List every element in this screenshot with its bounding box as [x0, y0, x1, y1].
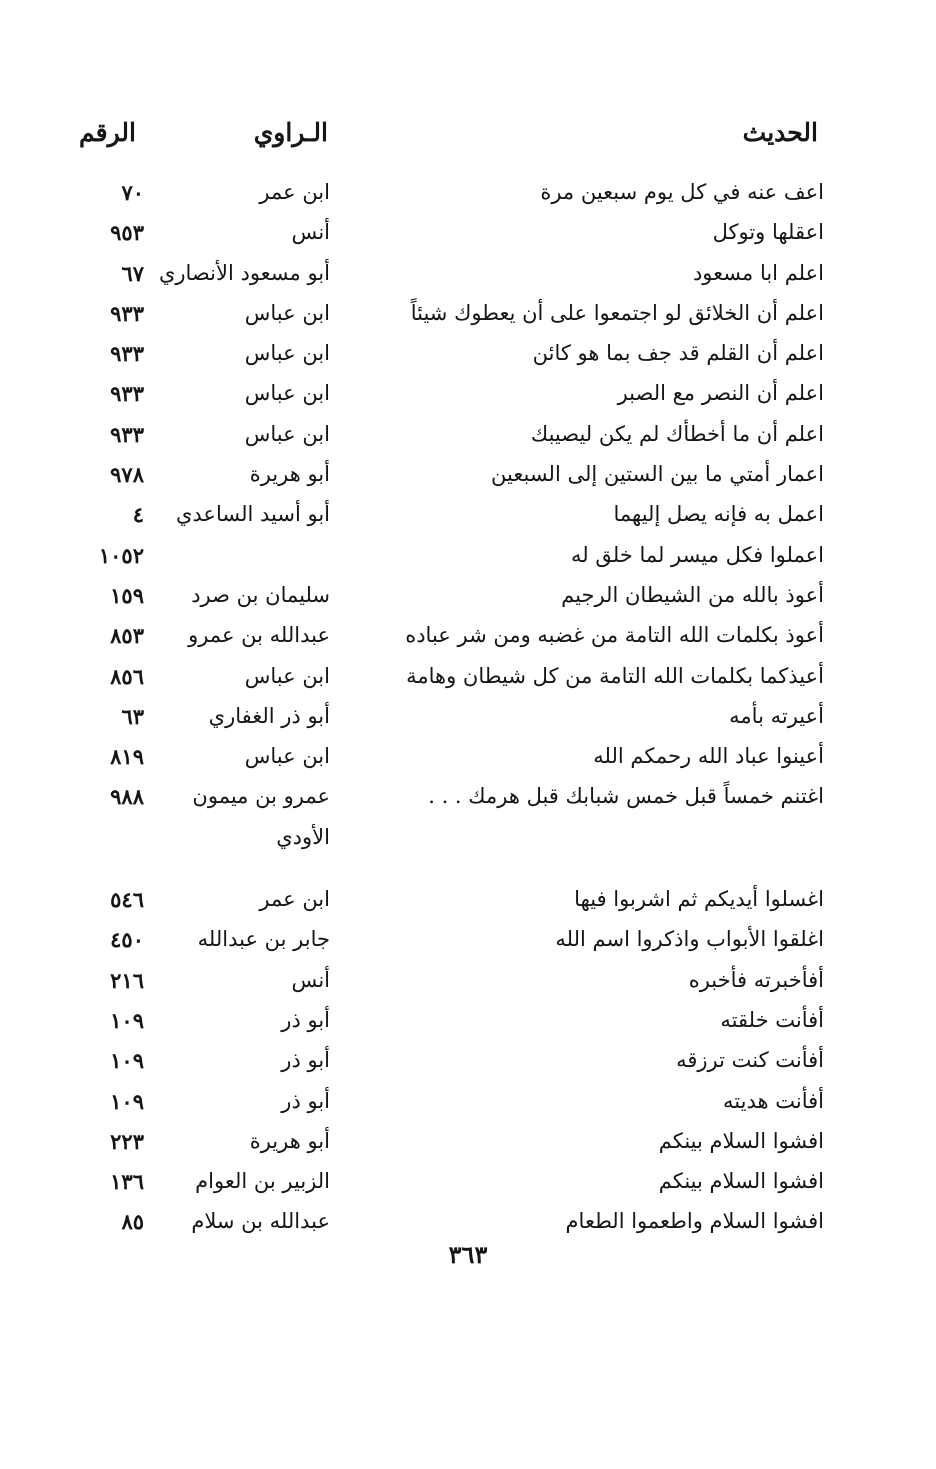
hadith-number: ٤: [132, 502, 144, 528]
narrator-name: الزبير بن العوام: [195, 1169, 330, 1194]
table-row: [0, 257, 936, 297]
table-row: [0, 964, 936, 1004]
narrator-name: عبدالله بن سلام: [191, 1209, 330, 1234]
hadith-text: افشوا السلام بينكم: [658, 1128, 824, 1153]
table-row: [0, 377, 936, 417]
hadith-number: ٦٣: [121, 703, 144, 729]
table-row: [0, 297, 936, 337]
hadith-text: أفأنت خلقته: [720, 1007, 824, 1032]
hadith-number: ٩٣٣: [110, 421, 144, 447]
hadith-text: اعقلها وتوكل: [712, 220, 824, 245]
hadith-text: اعلم أن القلم قد جف بما هو كائن: [532, 341, 824, 366]
table-row: [0, 883, 936, 923]
narrator-name: ابن عباس: [244, 744, 330, 769]
table-row: [0, 660, 936, 700]
hadith-text: اغتنم خمساً قبل خمس شبابك قبل هرمك . . .: [428, 784, 824, 809]
narrator-name: أبو ذر: [281, 1088, 330, 1113]
hadith-number: ١٥٩: [110, 582, 144, 608]
table-row: [0, 539, 936, 579]
table-row: [0, 619, 936, 659]
hadith-text: أعيرته بأمه: [729, 703, 824, 728]
narrator-name: ابن عباس: [244, 421, 330, 446]
narrator-name: أبو هريرة: [249, 462, 330, 487]
narrator-name: أبو هريرة: [249, 1128, 330, 1153]
hadith-text: افشوا السلام واطعموا الطعام: [565, 1209, 824, 1234]
table-row: [0, 821, 936, 861]
table-row: [0, 1165, 936, 1205]
narrator-name: أبو ذر: [281, 1048, 330, 1073]
hadith-number: ٨٥: [121, 1209, 144, 1235]
narrator-name: أبو ذر: [281, 1007, 330, 1032]
narrator-name: أبو ذر الغفاري: [208, 703, 330, 728]
hadith-text: أعوذ بكلمات الله التامة من غضبه ومن شر عباده: [405, 623, 824, 648]
table-row: [0, 740, 936, 780]
narrator-name: ابن عمر: [259, 180, 330, 204]
hadith-text: أعيذكما بكلمات الله التامة من كل شيطان وهامة: [406, 663, 824, 688]
table-row: [0, 579, 936, 619]
hadith-text: افشوا السلام بينكم: [658, 1169, 824, 1194]
hadith-number: ١٠٩: [110, 1088, 144, 1114]
hadith-text: اعملوا فكل ميسر لما خلق له: [570, 542, 824, 567]
narrator-name: عمرو بن ميمون: [192, 784, 330, 809]
narrator-name: الأودي: [276, 824, 330, 849]
hadith-text: اعمل به فإنه يصل إليهما: [613, 502, 824, 527]
hadith-number: ٩٨٨: [110, 784, 144, 810]
hadith-number: ١٠٩: [110, 1048, 144, 1074]
table-row: [0, 1004, 936, 1044]
hadith-number: ١٠٩: [110, 1007, 144, 1033]
narrator-name: ابن عباس: [244, 300, 330, 325]
hadith-text: أعينوا عباد الله رحمكم الله: [593, 744, 824, 769]
narrator-name: ابن عباس: [244, 381, 330, 406]
column-header-narrator: الـراوي: [253, 118, 328, 147]
hadith-text: اغلقوا الأبواب واذكروا اسم الله: [555, 927, 824, 952]
narrator-name: أنس: [291, 220, 330, 245]
table-row: [0, 176, 936, 216]
hadith-number: ٩٣٣: [110, 341, 144, 367]
narrator-name: سليمان بن صرد: [191, 582, 330, 607]
table-row: [0, 1085, 936, 1125]
hadith-number: ٢٢٣: [110, 1128, 144, 1154]
hadith-number: ٨٥٣: [110, 623, 144, 649]
narrator-name: أبو أسيد الساعدي: [175, 502, 330, 527]
hadith-index-table: [0, 176, 936, 1246]
narrator-name: ابن عباس: [244, 663, 330, 688]
hadith-number: ٨١٩: [110, 744, 144, 770]
table-row: [0, 923, 936, 963]
hadith-number: ٩٣٣: [110, 381, 144, 407]
table-row: [0, 1125, 936, 1165]
hadith-number: ١٣٦: [110, 1169, 144, 1195]
table-row: [0, 216, 936, 256]
hadith-text: اعمار أمتي ما بين الستين إلى السبعين: [491, 462, 824, 487]
narrator-name: أبو مسعود الأنصاري: [158, 260, 330, 285]
table-row: [0, 1044, 936, 1084]
table-row: [0, 458, 936, 498]
narrator-name: جابر بن عبدالله: [197, 927, 330, 952]
hadith-text: أعوذ بالله من الشيطان الرجيم: [561, 582, 824, 607]
table-row: [0, 700, 936, 740]
narrator-name: ابن عمر: [259, 887, 330, 912]
hadith-text: أفأنت هديته: [723, 1088, 824, 1113]
hadith-number: ٢١٦: [110, 967, 144, 993]
table-header: [0, 118, 936, 162]
hadith-number: ٩٧٨: [110, 462, 144, 488]
hadith-number: ٦٧: [121, 260, 144, 286]
hadith-number: ٨٥٦: [110, 663, 144, 689]
table-row: [0, 418, 936, 458]
narrator-name: عبدالله بن عمرو: [188, 623, 330, 648]
hadith-text: اعلم أن الخلائق لو اجتمعوا على أن يعطوك شيئاً: [410, 300, 824, 325]
hadith-text: أفأخبرته فأخبره: [688, 967, 824, 992]
table-row: [0, 780, 936, 820]
page-number: ٣٦٣: [448, 1240, 488, 1269]
narrator-name: ابن عباس: [244, 341, 330, 366]
hadith-number: ١٠٥٢: [98, 542, 144, 568]
hadith-text: اعلم ابا مسعود: [692, 260, 824, 285]
hadith-number: ٤٥٠: [110, 927, 144, 953]
hadith-text: اعلم أن ما أخطأك لم يكن ليصيبك: [530, 421, 824, 446]
hadith-text: اعف عنه في كل يوم سبعين مرة: [540, 180, 824, 204]
column-header-hadith: الحديث: [742, 118, 818, 147]
table-row: [0, 498, 936, 538]
hadith-number: ٩٣٣: [110, 300, 144, 326]
hadith-number: ٩٥٣: [110, 220, 144, 246]
hadith-number: ٥٤٦: [110, 887, 144, 913]
hadith-text: اغسلوا أيديكم ثم اشربوا فيها: [574, 887, 824, 912]
hadith-text: أفأنت كنت ترزقه: [676, 1048, 824, 1073]
hadith-number: ٧٠: [121, 180, 144, 205]
column-header-number: الرقم: [79, 118, 136, 147]
narrator-name: أنس: [291, 967, 330, 992]
table-row: [0, 337, 936, 377]
hadith-text: اعلم أن النصر مع الصبر: [617, 381, 824, 406]
